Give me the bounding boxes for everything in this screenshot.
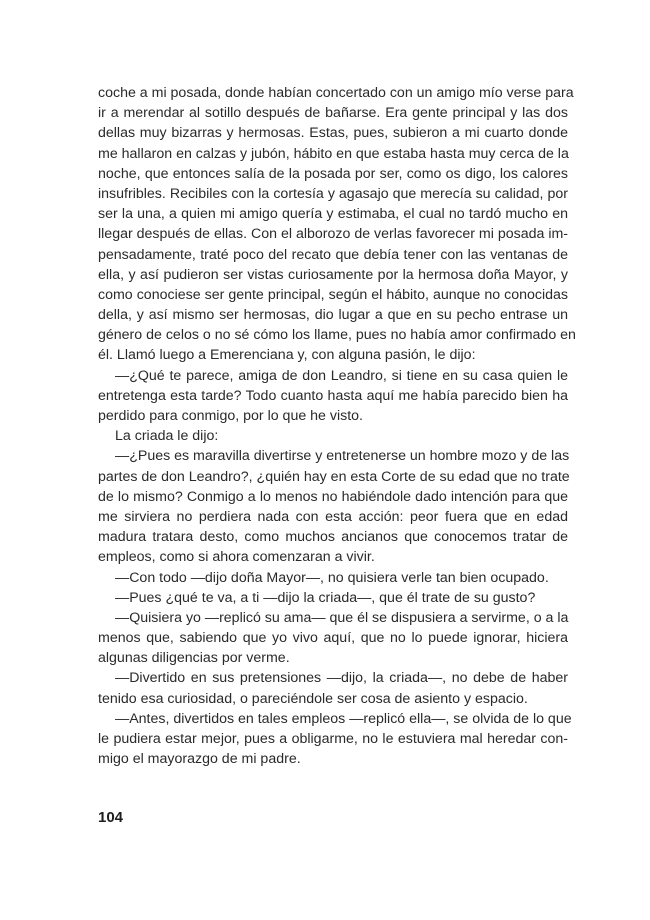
- text-line: entretenga esta tarde? Todo cuanto hasta aquí me había parecido bien ha: [98, 387, 568, 404]
- text-line: della, y así mismo ser hermosas, dio lugar a que en su pecho entrase un: [98, 307, 568, 324]
- text-line: algunas diligencias por verme.: [98, 650, 290, 667]
- text-line: me hallaron en calzas y jubón, hábito en que estaba hasta muy cerca de la: [98, 145, 569, 162]
- text-line: llegar después de ellas. Con el alborozo de verlas favorecer mi posada im-: [98, 226, 569, 243]
- body-text: [98, 83, 576, 769]
- text-line: ser la una, a quien mi amigo quería y estimaba, el cual no tardó mucho en: [98, 206, 568, 223]
- text-line: madura tratara desto, como muchos ancianos que conocemos tratar de: [98, 529, 568, 546]
- text-line: pensadamente, traté poco del recato que debía tener con las ventanas de: [98, 246, 568, 263]
- text-line: coche a mi posada, donde habían concertado con un amigo mío verse para: [98, 85, 574, 101]
- text-line: —Antes, divertidos en tales empleos —replicó ella—, se olvida de lo que: [115, 710, 572, 727]
- text-line: —¿Pues es maravilla divertirse y entretenerse un hombre mozo y de las: [115, 448, 570, 465]
- text-line: género de celos o no sé cómo los llame, pues no había amor confirmado en: [98, 327, 576, 344]
- text-line: me sirviera no perdiera nada con esta acción: peor fuera que en edad: [98, 508, 568, 525]
- text-line: —¿Qué te parece, amiga de don Leandro, si tiene en su casa quien le: [115, 367, 568, 384]
- text-line: noche, que entonces salía de la posada por ser, como os digo, los calores: [98, 165, 568, 182]
- text-line: como conociese ser gente principal, según el hábito, aunque no conocidas: [98, 286, 568, 303]
- text-line: insufribles. Recibiles con la cortesía y agasajo que merecía su calidad, por: [98, 185, 568, 202]
- text-line: partes de don Leandro?, ¿quién hay en esta Corte de su edad que no trate: [98, 468, 570, 485]
- text-line: —Divertido en sus pretensiones —dijo, la criada—, no debe de haber: [115, 670, 568, 687]
- text-line: dellas muy bizarras y hermosas. Estas, pues, subieron a mi cuarto donde: [98, 125, 568, 142]
- text-line: él. Llamó luego a Emerenciana y, con alguna pasión, le dijo:: [98, 347, 476, 364]
- text-line: La criada le dijo:: [115, 428, 219, 445]
- text-line: empleos, como si ahora comenzaran a vivir.: [98, 549, 375, 566]
- text-line: migo el mayorazgo de mi padre.: [98, 751, 301, 768]
- text-line: de lo mismo? Conmigo a lo menos no habiéndole dado intención para que: [98, 488, 568, 505]
- page-number: 104: [98, 809, 124, 826]
- text-line: ir a merendar al sotillo después de bañarse. Era gente principal y las dos: [98, 105, 568, 122]
- text-line: le pudiera estar mejor, pues a obligarme, no le estuviera mal heredar con-: [98, 731, 568, 747]
- text-line: —Con todo —dijo doña Mayor—, no quisiera verle tan bien ocupado.: [115, 569, 549, 586]
- text-line: menos que, sabiendo que yo vivo aquí, que no lo puede ignorar, hiciera: [98, 630, 568, 647]
- text-line: —Quisiera yo —replicó su ama— que él se dispusiera a servirme, o a la: [115, 609, 569, 626]
- text-line: ella, y así pudieron ser vistas curiosamente por la hermosa doña Mayor, y: [98, 266, 568, 283]
- text-line: —Pues ¿qué te va, a ti —dijo la criada—, que él trate de su gusto?: [115, 589, 536, 606]
- text-line: perdido para conmigo, por lo que he visto.: [98, 408, 363, 424]
- text-line: tenido esa curiosidad, o pareciéndole ser cosa de asiento y espacio.: [98, 690, 528, 707]
